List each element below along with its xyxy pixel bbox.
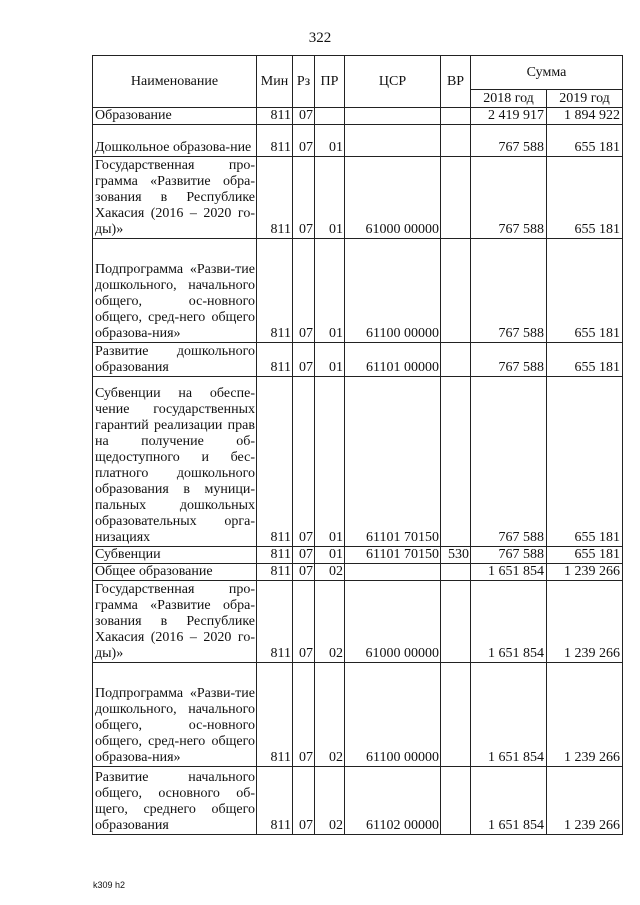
row-min: 811 <box>257 157 293 239</box>
table-row <box>93 343 623 377</box>
row-2019: 1 239 266 <box>547 767 623 835</box>
row-vr <box>441 125 471 157</box>
row-2018: 1 651 854 <box>471 767 547 835</box>
row-2018: 2 419 917 <box>471 108 547 125</box>
table-row <box>93 581 623 663</box>
row-2018: 767 588 <box>471 343 547 377</box>
row-csr: 61000 00000 <box>345 157 441 239</box>
row-name: Субвенции <box>93 547 257 564</box>
footer-code: k309 h2 <box>93 880 126 890</box>
row-pr: 01 <box>315 125 345 157</box>
row-2019: 1 894 922 <box>547 108 623 125</box>
row-2018: 1 651 854 <box>471 663 547 767</box>
row-name: Государственная про-грамма «Развитие обра-зования в Республике Хакасия (2016 – 2020 го-ды)» <box>93 581 257 663</box>
header-sum: Сумма <box>471 56 623 90</box>
row-pr <box>315 108 345 125</box>
page-number: 322 <box>308 30 332 46</box>
row-2019: 1 239 266 <box>547 581 623 663</box>
row-2018: 767 588 <box>471 377 547 547</box>
row-min: 811 <box>257 377 293 547</box>
row-2019: 655 181 <box>547 157 623 239</box>
row-vr <box>441 767 471 835</box>
row-csr <box>345 564 441 581</box>
row-vr <box>441 108 471 125</box>
row-name: Подпрограмма «Разви-тие дошкольного, начального общего, ос-новного общего, сред-него общего образова-ния» <box>93 663 257 767</box>
row-rz: 07 <box>293 564 315 581</box>
row-pr: 01 <box>315 239 345 343</box>
row-min: 811 <box>257 108 293 125</box>
row-vr <box>441 663 471 767</box>
row-rz: 07 <box>293 125 315 157</box>
row-min: 811 <box>257 125 293 157</box>
row-rz: 07 <box>293 547 315 564</box>
row-name: Дошкольное образова-ние <box>93 125 257 157</box>
row-name: Государственная про-грамма «Развитие обра-зования в Республике Хакасия (2016 – 2020 го-ды)» <box>93 157 257 239</box>
row-rz: 07 <box>293 108 315 125</box>
row-pr: 02 <box>315 767 345 835</box>
row-rz: 07 <box>293 581 315 663</box>
row-name: Развитие начального общего, основного об-щего, среднего общего образования <box>93 767 257 835</box>
row-pr: 02 <box>315 581 345 663</box>
row-csr <box>345 108 441 125</box>
row-csr: 61101 00000 <box>345 343 441 377</box>
row-csr: 61101 70150 <box>345 377 441 547</box>
row-rz: 07 <box>293 343 315 377</box>
row-rz: 07 <box>293 239 315 343</box>
table-row <box>93 125 623 157</box>
row-2019: 655 181 <box>547 239 623 343</box>
table-row <box>93 108 623 125</box>
table-row <box>93 767 623 835</box>
row-2019: 655 181 <box>547 343 623 377</box>
row-min: 811 <box>257 564 293 581</box>
budget-table <box>92 55 623 835</box>
row-2018: 767 588 <box>471 157 547 239</box>
row-vr <box>441 377 471 547</box>
header-year-2018: 2018 год <box>471 90 547 108</box>
row-min: 811 <box>257 239 293 343</box>
row-2018: 767 588 <box>471 239 547 343</box>
header-min: Мин <box>257 56 293 108</box>
header-csr: ЦСР <box>345 56 441 108</box>
row-pr: 01 <box>315 157 345 239</box>
row-vr: 530 <box>441 547 471 564</box>
row-name: Развитие дошкольного образования <box>93 343 257 377</box>
row-pr: 01 <box>315 343 345 377</box>
row-vr <box>441 343 471 377</box>
table-row <box>93 547 623 564</box>
row-min: 811 <box>257 663 293 767</box>
row-min: 811 <box>257 767 293 835</box>
row-min: 811 <box>257 343 293 377</box>
row-vr <box>441 564 471 581</box>
row-vr <box>441 157 471 239</box>
row-2019: 655 181 <box>547 547 623 564</box>
row-2018: 1 651 854 <box>471 564 547 581</box>
row-rz: 07 <box>293 767 315 835</box>
row-name: Подпрограмма «Разви-тие дошкольного, начального общего, ос-новного общего, сред-него общего образова-ния» <box>93 239 257 343</box>
row-2018: 767 588 <box>471 125 547 157</box>
table-row <box>93 157 623 239</box>
row-2019: 1 239 266 <box>547 663 623 767</box>
header-vr: ВР <box>441 56 471 108</box>
row-csr: 61101 70150 <box>345 547 441 564</box>
table-row <box>93 239 623 343</box>
row-csr: 61102 00000 <box>345 767 441 835</box>
row-rz: 07 <box>293 663 315 767</box>
row-csr: 61000 00000 <box>345 581 441 663</box>
row-rz: 07 <box>293 377 315 547</box>
row-2018: 767 588 <box>471 547 547 564</box>
row-pr: 02 <box>315 663 345 767</box>
row-csr: 61100 00000 <box>345 239 441 343</box>
table-row <box>93 377 623 547</box>
row-vr <box>441 239 471 343</box>
row-min: 811 <box>257 547 293 564</box>
row-name: Образование <box>93 108 257 125</box>
row-pr: 01 <box>315 547 345 564</box>
row-name: Субвенции на обеспе-чение государственных гарантий реализации прав на получение об-щедоступного и бес-платного дошкольного образования в муници-пальных дошкольных образовательных орга-низациях <box>93 377 257 547</box>
row-pr: 01 <box>315 377 345 547</box>
row-2019: 655 181 <box>547 125 623 157</box>
row-csr: 61100 00000 <box>345 663 441 767</box>
row-name: Общее образование <box>93 564 257 581</box>
row-csr <box>345 125 441 157</box>
header-year-2019: 2019 год <box>547 90 623 108</box>
header-rz: Рз <box>293 56 315 108</box>
row-min: 811 <box>257 581 293 663</box>
table-row <box>93 663 623 767</box>
header-name: Наименование <box>93 56 257 108</box>
table-row <box>93 564 623 581</box>
row-pr: 02 <box>315 564 345 581</box>
row-2019: 655 181 <box>547 377 623 547</box>
row-2019: 1 239 266 <box>547 564 623 581</box>
row-vr <box>441 581 471 663</box>
row-rz: 07 <box>293 157 315 239</box>
header-pr: ПР <box>315 56 345 108</box>
row-2018: 1 651 854 <box>471 581 547 663</box>
